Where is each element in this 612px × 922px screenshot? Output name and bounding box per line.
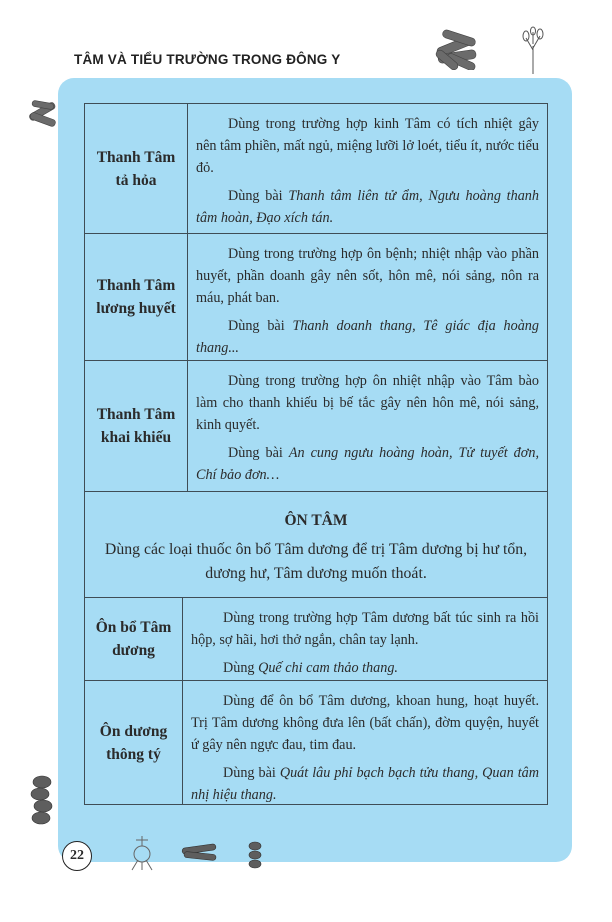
indication-text: Dùng để ôn bổ Tâm dương, khoan hung, hoạt huyết. Trị Tâm dương không đưa lên (bất chấn), đờm quyện, huyết ứ gây nên ngực đau, tim đau. (191, 693, 539, 753)
remedy-text: Dùng bài Quát lâu phỉ bạch bạch tửu thang, Quan tâm nhị hiệu thang. (191, 765, 539, 803)
indication-text: Dùng trong trường hợp ôn nhiệt nhập vào Tâm bào làm cho thanh khiếu bị bế tắc gây nên hôn mê, nói sảng, kinh quyết. (196, 373, 539, 433)
method-name: Thanh Tâm lương huyết (85, 234, 188, 360)
method-description (188, 361, 547, 491)
remedy-text: Dùng bài An cung ngưu hoàng hoàn, Tử tuyết đơn, Chí bảo đơn… (196, 445, 539, 483)
method-description (188, 104, 547, 233)
indication-text: Dùng trong trường hợp ôn bệnh; nhiệt nhập vào phần huyết, phần doanh gây nên sốt, hôn mê, nói sảng, nôn ra máu, phát ban. (196, 246, 539, 306)
table-row (85, 234, 547, 361)
method-description (188, 234, 547, 360)
ginseng-plant-icon (520, 26, 546, 76)
herb-stack-icon (30, 774, 54, 830)
indication-text: Dùng trong trường hợp kinh Tâm có tích nhiệt gây nên tâm phiền, mất ngủ, miệng lưỡi lở loét, tiểu ít, nước tiểu đỏ. (196, 116, 539, 176)
herb-column-icon (246, 840, 264, 872)
ginseng-root-icon (128, 832, 156, 872)
herb-pile-icon (432, 28, 482, 70)
remedy-text: Dùng Quế chi cam thảo thang. (223, 660, 398, 676)
method-name: Thanh Tâm khai khiếu (85, 361, 188, 491)
table-row (85, 104, 547, 234)
table-row (85, 361, 547, 492)
section-title: ÔN TÂM (284, 512, 348, 529)
herb-bundle-icon (26, 96, 60, 136)
indication-text: Dùng trong trường hợp Tâm dương bất túc sinh ra hồi hộp, sợ hãi, hơi thở ngắn, chân tay lạnh. (191, 610, 539, 648)
method-name: Ôn dương thông tý (85, 681, 183, 804)
method-description (183, 681, 547, 804)
herb-sticks-icon (180, 842, 220, 864)
section-description: Dùng các loại thuốc ôn bổ Tâm dương để trị Tâm dương bị hư tổn, dương hư, Tâm dương muốn thoát. (104, 541, 528, 582)
page-number: 22 (62, 841, 92, 871)
table-row (85, 598, 547, 681)
running-header: TÂM VÀ TIỂU TRƯỜNG TRONG ĐÔNG Y (74, 52, 341, 67)
on-tam-banner (85, 492, 547, 598)
method-name: Ôn bổ Tâm dương (85, 598, 183, 680)
method-description (183, 598, 547, 680)
remedy-table (84, 103, 548, 805)
remedy-text: Dùng bài Thanh tâm liên tử ẩm, Ngưu hoàng thanh tâm hoàn, Đạo xích tán. (196, 188, 539, 226)
method-name: Thanh Tâm tả hỏa (85, 104, 188, 233)
remedy-text: Dùng bài Thanh doanh thang, Tê giác địa hoàng thang... (196, 318, 539, 356)
table-row (85, 681, 547, 804)
